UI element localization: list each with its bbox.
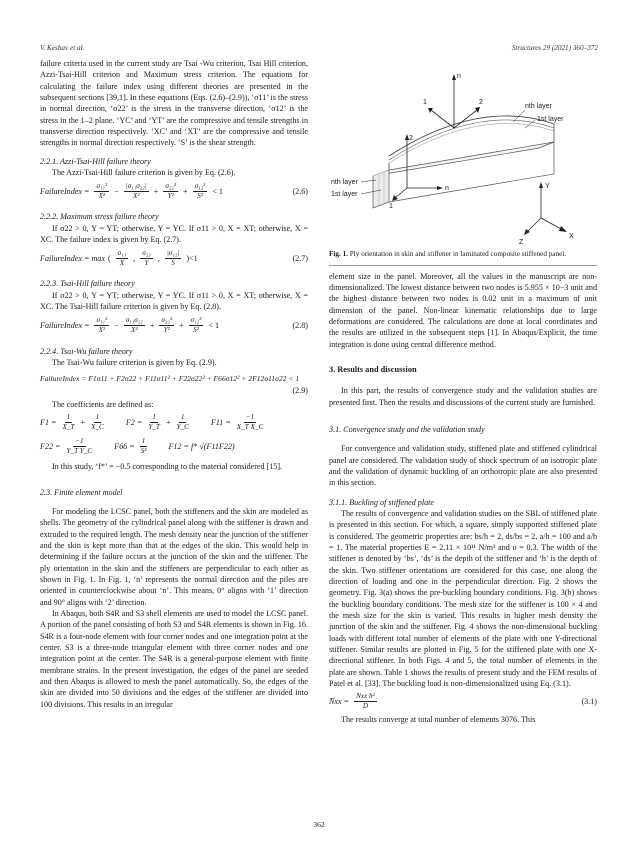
mesh-paragraph: element size in the panel. Moreover, all the values in the manuscript are non-dimensionalized. The lowest distance between two nodes is 5.955 × 10−3 unit and the highest distance between two nodes is 0.02 unit in a maximum of unit dimension of the panel. Non-linear kinematic relationships due to large deformations are considered. The calculations are done at local coordinates and the results are utilized in the subsequent steps [1]. In Abaqus/Explicit, the time integration is done using central difference method.	[329, 271, 597, 349]
f66-label: F66 =	[114, 441, 135, 451]
section-2-2-4-title: 2.2.4. Tsai-Wu failure theory	[40, 346, 133, 356]
label-first-layer-stiffener: 1st layer	[331, 191, 358, 198]
section-2-2-1-title: 2.2.1. Azzi-Tsai-Hill failure theory	[40, 156, 151, 166]
figure-1	[329, 58, 597, 246]
stiffener-1-arrow	[395, 188, 407, 198]
eq31-denominator: D	[362, 702, 369, 710]
eq26-number: (2.6)	[292, 186, 308, 196]
section-3-1-text: For convergence and validation study, stiffened plate and stiffened cylindrical panel are considered. The validation study of shock spectrum of an isotropic plate and the validation of dynamic buckling of an orthotropic plate are also presented in this section.	[329, 444, 597, 488]
label-n-stiffener: n	[445, 185, 449, 192]
section-2-2-1-text: The Azzi-Tsai-Hill failure criterion is given by Eq. (2.6).	[52, 168, 236, 178]
figure-1-caption-text: Ply orientation in skin and stiffener in laminated composite stiffened panel.	[349, 250, 567, 258]
section-3-1-1-text: The results of convergence and validation studies on the SBL of stiffened plate is presented in this section. For which, a square, simply supported stiffened plate is considered. The geometric properties are: bs/h = 2, ds/bs = 2, a/h = 100 and a/b = 1. The material properties E = 2.11 × 10¹¹ N/m² and υ = 0.3. The width of the stiffener is denoted by ‘bs’, ‘ds’ is the depth of the stiffener and ‘h’ is the depth of the skin. Two stiffener orientations are considered for this case, one along the direction of loading and one in the perpendicular direction. Fig. 2 shows the geometry. Fig. 3(a) shows the pre-buckling boundary conditions. Fig. 3(b) shows the buckling boundary conditions. The mesh size for the stiffener is 100 × 4 and the mesh size for the skin is varied. This results in higher mesh density the junction of the skin and the stiffener. Fig. 4 shows the non-dimensional buckling loads with different total number of elements of the plate with one Y-directional stiffener. Similar results are plotted in Fig. 5 for the stiffened plate with one X-directional stiffener. In both Figs. 4 and 5, the total number of elements in the plate are shown. Table 1 shows the results of present study and the FEM results of Patel et al. [33]. The buckling load is non-dimensionalized using Eq. (3.1).	[329, 509, 597, 689]
coefficients-row-2: F22 = $\frac{-1}{\text{Y\_T Y\_C}}$ F66 = $\frac{1}{\text{S²}}$ F12 = f* √(F11F22)	[40, 436, 235, 455]
running-header	[40, 44, 598, 56]
section-2-3-title: 2.3. Finite element model	[40, 487, 123, 497]
section-2-3-paragraph-2: In Abaqus, both S4R and S3 shell elements are used to model the LCSC panel. A portion of the panel consisting of both S3 and S4R elements is shown in Fig. 16. S4R is a four-node element with four corner nodes and one integration point at the center. S3 is a three-node triangular element with three corner nodes and one integration point at the center. The S4R is a general-purpose element with finite membrane strains. In the present investigation, the edges of the panel are seeded and then Abaqus is allowed to mesh the panel automatically. So, the edges of the skin are divided into 50 divisions and the edges of the stiffener are divided into 100 divisions. This results in an irregular	[40, 609, 308, 709]
final-paragraph: The results converge at total number of elements 3076. This	[341, 714, 536, 724]
skin-normal-arrowhead	[452, 74, 456, 80]
f2-label: F2 =	[125, 417, 143, 427]
label-x-axis: X	[569, 233, 574, 240]
f22-label: F22 =	[40, 441, 61, 451]
right-column	[329, 58, 597, 725]
coefficients-row-1: F1 = $\frac{1}{X\_T}$ + $\frac{1}{X\_C}$ F2 = $\frac{1}{Y\_T}$ + $\frac{1}{Y\_C}$ F11 = $\frac{-1}{\text{X\_T X\_C}}$	[40, 412, 264, 431]
stiffener-bottom-edge	[389, 142, 554, 202]
label-1-stiffener: 1	[389, 203, 393, 210]
eq27-number: (2.7)	[292, 253, 308, 263]
label-nth-layer-top: nth layer	[525, 103, 552, 110]
fstar-text: In this study, ‘f*’ = −0.5 corresponding to the material considered [15].	[52, 462, 283, 472]
stiffener-web	[373, 142, 554, 176]
label-first-layer-top: 1st layer	[537, 116, 564, 123]
section-2-3-paragraph-1: For modeling the LCSC panel, both the stiffeners and the skin are modeled as shells. The geometry of the cylindrical panel along with the stiffener is drawn and extruded to the required length. The mesh density near the junction of the stiffener and the skin is kept more than that at the edges of the skin. This would help in determining if the failure occurs at the junction of the skin and the stiffener. The ply orientation in the skin and the stiffeners are perpendicular to each other as shown in Fig. 1. In Fig. 1, ‘n’ represents the normal direction and the piles are oriented in counterclockwise about ‘n’. This means, 0° aligns with ‘1’ direction and 90° aligns with ‘2’ direction.	[40, 506, 308, 607]
stiffener-n-arrowhead	[437, 186, 443, 190]
global-x-axis	[541, 218, 563, 230]
figure-1-caption	[329, 250, 597, 260]
section-3-1-title: 3.1. Convergence study and the validation study	[329, 424, 485, 434]
equation-3-1	[329, 690, 597, 714]
intro-paragraph: failure criteria used in the current study are Tsai -Wu criterion, Tsai Hill criterion, Azzi-Tsai-Hill criterion and Maximum stress criterion. The equations for calculating the failure index using different theories are presented in the subsequent sections [39,1]. In these equations (Eqs. (2.6)–(2.9)), ‘σ11’ is the stress in normal direction, ‘σ22’ is the stress in the transverse direction, ‘σ12’ is the stress in the 1–2 plane. ‘YC’ and ‘YT’ are the compressive and tensile strengths in transverse direction respectively. ‘XC’ and ‘XT’ are the compressive and tensile strengths in normal direction respectively. ‘S’ is the shear strength.	[40, 59, 308, 148]
f11-label: F11 =	[210, 417, 231, 427]
header-journal: Structures 29 (2021) 360–372	[511, 44, 598, 52]
left-column	[40, 58, 308, 710]
page-number: 362	[313, 820, 325, 829]
f12-label: F12 = f* √(F11F22)	[168, 441, 235, 451]
eq31-number: (3.1)	[581, 696, 597, 706]
equation-2-9: FailureIndex = F1σ11 + F2σ22 + F11σ11² + F22σ22² + F66σ12² + 2F12σ11σ22 < 1	[40, 374, 300, 384]
ply-orientation-diagram	[329, 58, 597, 246]
eq31-numerator: Nxx b²	[356, 692, 375, 700]
figure-divider	[329, 265, 597, 266]
section-3-text: In this part, the results of convergence study and the validation studies are presented first. Then the results and discussions of the current study are furnished.	[329, 386, 597, 407]
section-2-2-2-text: If σ22 > 0, Y = YT; otherwise, Y = YC. If σ11 > 0, X = XT; otherwise, X = XC. The failure index is given by Eq. (2.7).	[40, 223, 308, 245]
label-n-top: n	[457, 73, 461, 80]
section-2-2-2-title: 2.2.2. Maximum stress failure theory	[40, 212, 159, 222]
stiffener-end	[373, 170, 389, 208]
eq28-number: (2.8)	[292, 320, 308, 330]
global-y-arrowhead	[539, 182, 543, 188]
equation-2-6: FailureIndex = $\frac{\text{σ₁₁²}}{\text{X²}}$ − $\frac{\text{|σ₁₁σ₂₂|}}{\text{X²}}$ + $\frac{\text{σ₂₂²}}{\text{Y²}}$ + $\frac{\text{σ₁₂²}}{\text{S²}}$ < 1 (2.6)	[40, 181, 308, 200]
header-authors: V. Keshav et al.	[40, 44, 85, 52]
section-3-title: 3. Results and discussion	[329, 364, 417, 374]
label-1-top: 1	[423, 99, 427, 106]
label-2-top: 2	[479, 99, 483, 106]
coefficients-text: The coefficients are defined as:	[52, 399, 154, 409]
section-3-1-1-title: 3.1.1. Buckling of stiffened plate	[329, 497, 434, 507]
global-z-axis	[527, 218, 541, 232]
equation-2-8: FailureIndex = $\frac{\text{σ₁₁²}}{\text{X²}}$ − $\frac{\text{σ₁₁σ₂₂}}{\text{X²}}$ + $\frac{\text{σ₂₂²}}{\text{Y²}}$ + $\frac{\text{σ₁₂²}}{\text{S²}}$ < 1 (2.8)	[40, 316, 308, 334]
eq29-number: (2.9)	[292, 385, 308, 395]
label-2-stiffener: 2	[409, 135, 413, 142]
section-2-2-3-title: 2.2.3. Tsai-Hill failure theory	[40, 279, 135, 289]
skin-2-arrowhead	[475, 107, 480, 113]
equation-2-7: FailureIndex = max ( $\frac{\text{σ₁₁}}{X}$ , $\frac{\text{σ₂₂}}{Y}$ , $\frac{\text{|σ₁₂|}}{S}$ )<1 (2.7)	[40, 248, 308, 267]
label-nth-layer-stiffener: nth layer	[331, 179, 358, 186]
section-2-2-3-text: If σ22 > 0, Y = YT; otherwise, Y = YC. If σ11 > 0, X = XT; otherwise, X = XC. The Tsai-Hill failure criterion is given by Eq. (2.8).	[40, 290, 308, 312]
section-2-2-4-text: The Tsai-Wu failure criterion is given by Eq. (2.9).	[52, 357, 217, 367]
label-y-axis: Y	[545, 183, 550, 190]
eq26-lhs: FailureIndex =	[40, 186, 90, 196]
eq27-lhs: FailureIndex = max	[40, 253, 105, 263]
global-x-arrowhead	[559, 226, 567, 232]
figure-1-label: Fig. 1.	[329, 250, 348, 258]
label-z-axis: Z	[519, 239, 524, 246]
skin-1-arrow	[431, 110, 454, 128]
eq28-lhs: FailureIndex =	[40, 320, 90, 330]
f1-label: F1 =	[40, 417, 57, 427]
skin-layer-edge	[389, 120, 554, 160]
eq31-lhs: N̄xx =	[329, 696, 350, 706]
